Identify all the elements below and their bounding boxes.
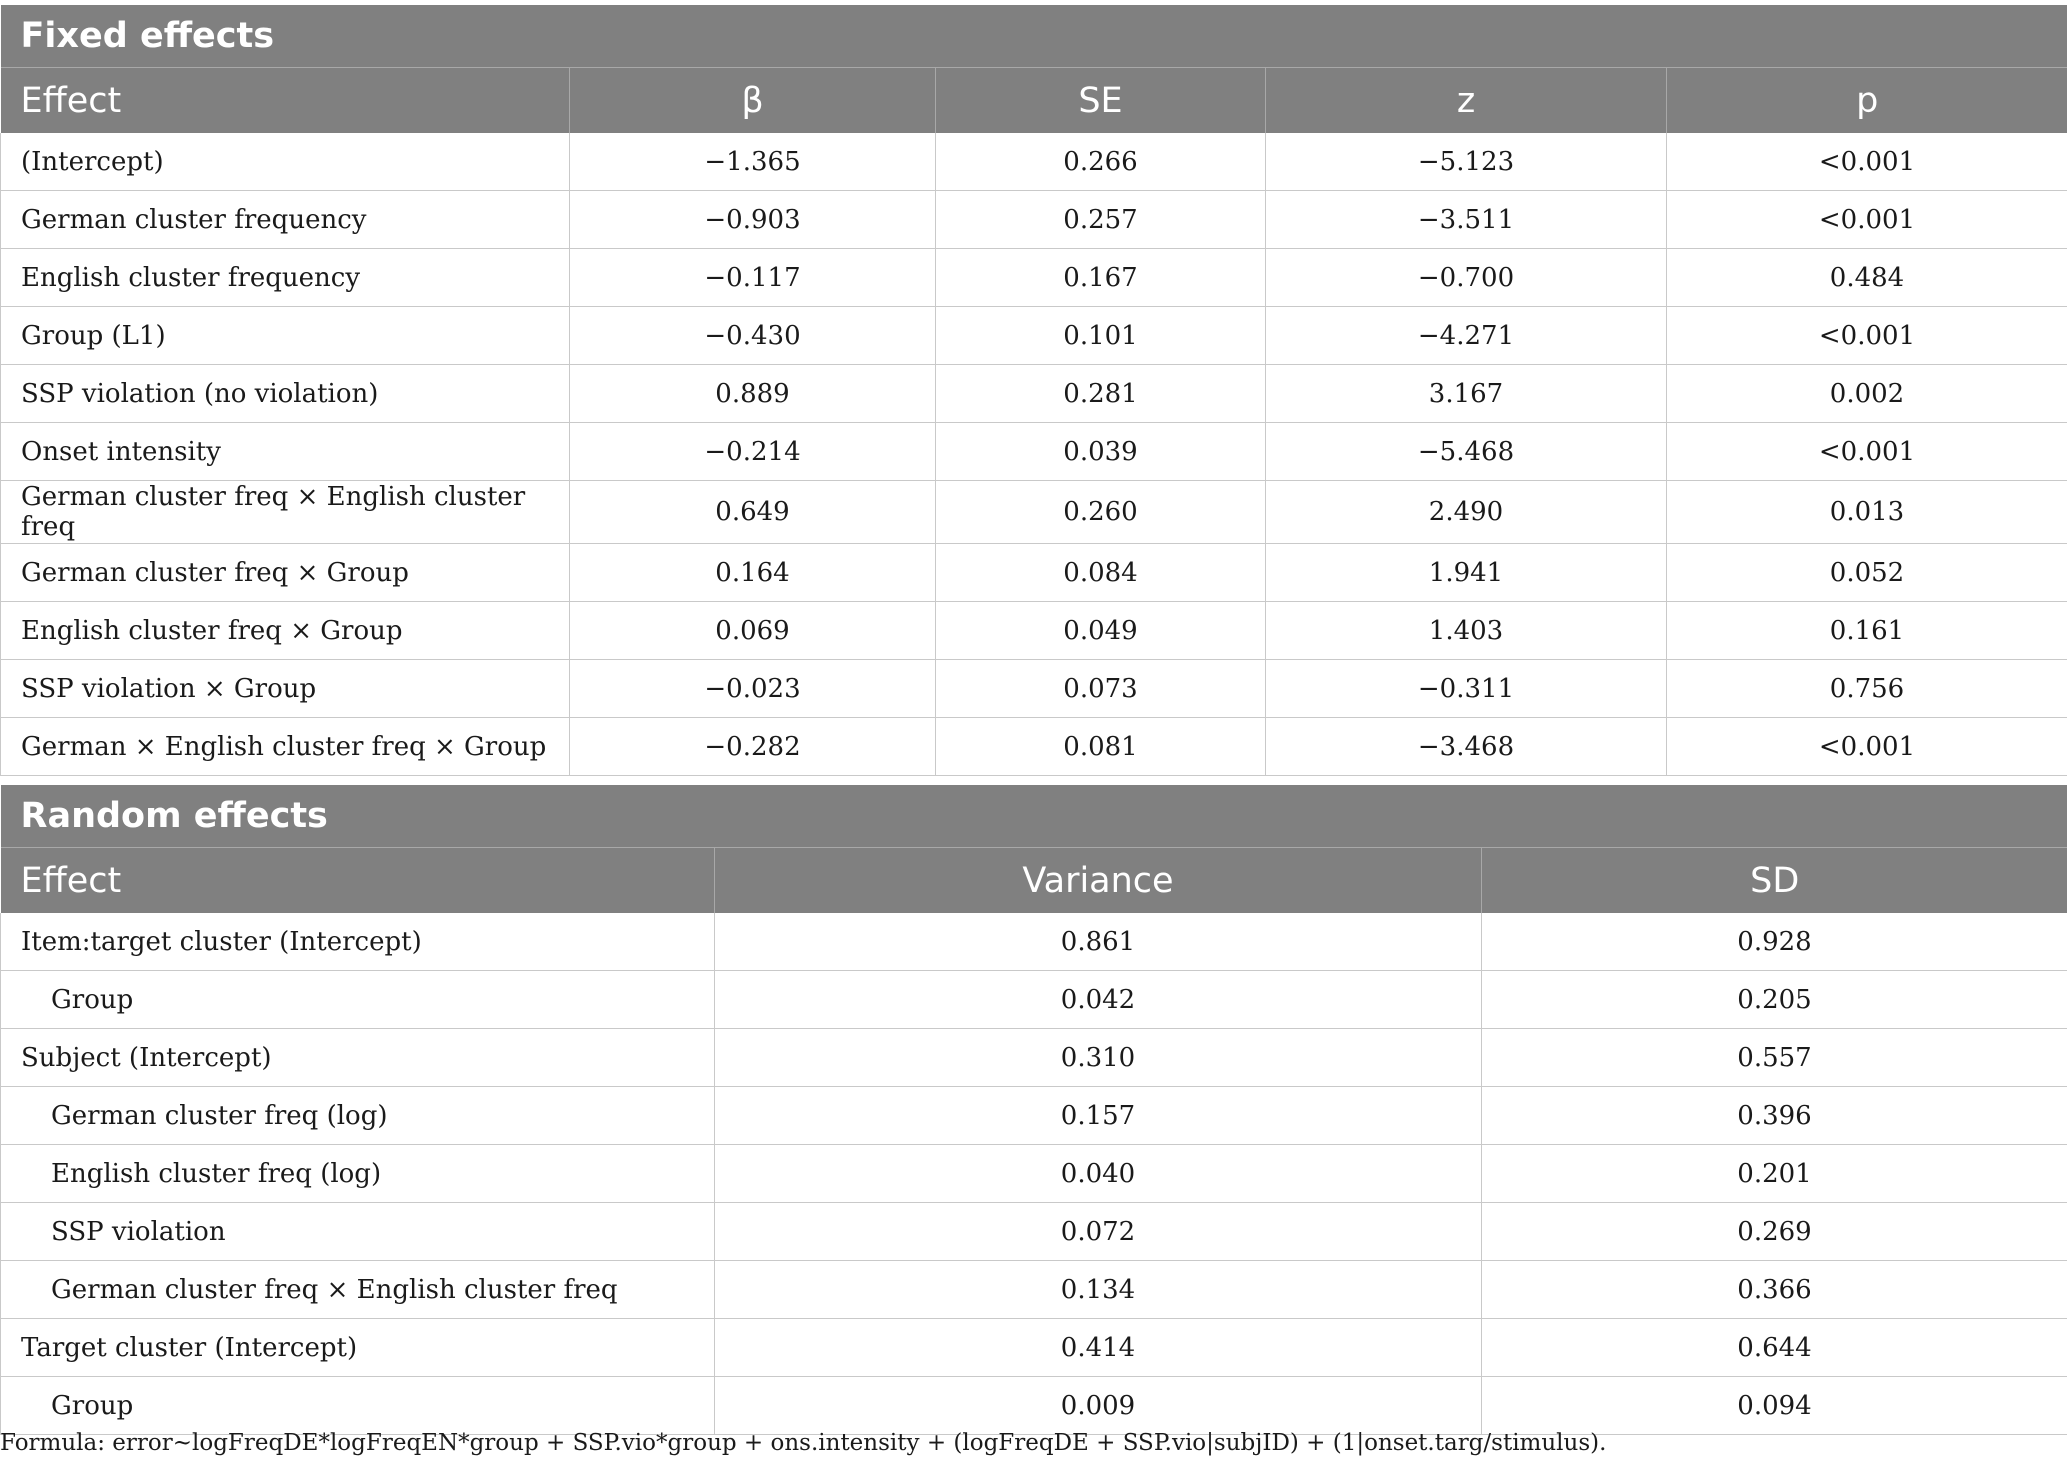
random-effects-table — [0, 785, 2067, 1435]
effect-label: (Intercept) — [1, 133, 570, 191]
effect-label: English cluster freq × Group — [1, 602, 570, 660]
effect-label: German cluster freq × English cluster freq — [1, 481, 570, 544]
table-cell: <0.001 — [1667, 133, 2067, 191]
table-cell: <0.001 — [1667, 718, 2067, 776]
table-cell: 1.941 — [1266, 544, 1667, 602]
table-cell: 0.049 — [936, 602, 1266, 660]
table-row — [1, 365, 2067, 423]
table-cell: −0.023 — [570, 660, 936, 718]
effect-label: Group (L1) — [1, 307, 570, 365]
table-cell: −0.903 — [570, 191, 936, 249]
table-cell: −4.271 — [1266, 307, 1667, 365]
effect-label: German cluster freq × Group — [1, 544, 570, 602]
random-effects-title: Random effects — [1, 785, 2067, 848]
table-row — [1, 249, 2067, 307]
table-cell: 0.081 — [936, 718, 1266, 776]
effect-label: German cluster frequency — [1, 191, 570, 249]
effect-label: Item:target cluster (Intercept) — [1, 913, 715, 971]
table-row — [1, 1145, 2067, 1203]
table-cell: 0.157 — [715, 1087, 1482, 1145]
table-cell: <0.001 — [1667, 423, 2067, 481]
table-cell: 0.366 — [1482, 1261, 2067, 1319]
effect-label: Subject (Intercept) — [1, 1029, 715, 1087]
table-cell: −3.468 — [1266, 718, 1667, 776]
table-cell: 0.861 — [715, 913, 1482, 971]
effect-label: Onset intensity — [1, 423, 570, 481]
table-cell: −0.117 — [570, 249, 936, 307]
table-row — [1, 971, 2067, 1029]
table-row — [1, 660, 2067, 718]
table-row — [1, 423, 2067, 481]
fixed-effects-table — [0, 5, 2067, 776]
table-cell: 0.161 — [1667, 602, 2067, 660]
effect-label: Group — [1, 1377, 715, 1435]
table-cell: 0.094 — [1482, 1377, 2067, 1435]
table-cell: 0.167 — [936, 249, 1266, 307]
table-row — [1, 913, 2067, 971]
effect-label: SSP violation × Group — [1, 660, 570, 718]
table-cell: 0.260 — [936, 481, 1266, 544]
effect-label: German × English cluster freq × Group — [1, 718, 570, 776]
table-cell: −0.311 — [1266, 660, 1667, 718]
table-cell: 0.889 — [570, 365, 936, 423]
table-cell: 0.205 — [1482, 971, 2067, 1029]
table-cell: 0.557 — [1482, 1029, 2067, 1087]
table-cell: 0.101 — [936, 307, 1266, 365]
table-cell: <0.001 — [1667, 191, 2067, 249]
table-cell: −3.511 — [1266, 191, 1667, 249]
table-row — [1, 133, 2067, 191]
column-header-se: SE — [936, 68, 1266, 134]
effect-label: German cluster freq (log) — [1, 1087, 715, 1145]
column-header-z: z — [1266, 68, 1667, 134]
table-row — [1, 1319, 2067, 1377]
table-cell: 0.928 — [1482, 913, 2067, 971]
table-row — [1, 191, 2067, 249]
formula-footnote: Formula: error~logFreqDE*logFreqEN*group + SSP.vio*group + ons.intensity + (logFreqDE + SSP.vio|subjID) + (1|onset.targ/stimulus). — [0, 1430, 1607, 1456]
table-cell: 0.484 — [1667, 249, 2067, 307]
table-cell: 3.167 — [1266, 365, 1667, 423]
column-header-beta: β — [570, 68, 936, 134]
column-header-effect: Effect — [1, 68, 570, 134]
effect-label: English cluster frequency — [1, 249, 570, 307]
table-cell: 0.396 — [1482, 1087, 2067, 1145]
table-cell: 0.052 — [1667, 544, 2067, 602]
table-cell: 0.072 — [715, 1203, 1482, 1261]
fixed-effects-header-row — [1, 68, 2067, 134]
table-cell: 0.281 — [936, 365, 1266, 423]
table-cell: 0.069 — [570, 602, 936, 660]
table-row — [1, 481, 2067, 544]
table-row — [1, 1029, 2067, 1087]
table-cell: 1.403 — [1266, 602, 1667, 660]
table-cell: −0.700 — [1266, 249, 1667, 307]
table-row — [1, 1087, 2067, 1145]
table-cell: 0.644 — [1482, 1319, 2067, 1377]
table-cell: 0.013 — [1667, 481, 2067, 544]
table-cell: −1.365 — [570, 133, 936, 191]
table-cell: 0.042 — [715, 971, 1482, 1029]
table-row — [1, 1377, 2067, 1435]
table-row — [1, 1203, 2067, 1261]
column-header-variance: Variance — [715, 848, 1482, 914]
table-row — [1, 718, 2067, 776]
table-cell: 0.164 — [570, 544, 936, 602]
table-cell: 0.310 — [715, 1029, 1482, 1087]
effect-label: English cluster freq (log) — [1, 1145, 715, 1203]
effect-label: Target cluster (Intercept) — [1, 1319, 715, 1377]
table-cell: 0.009 — [715, 1377, 1482, 1435]
table-cell: −0.214 — [570, 423, 936, 481]
table-cell: 0.201 — [1482, 1145, 2067, 1203]
table-cell: 2.490 — [1266, 481, 1667, 544]
table-cell: 0.039 — [936, 423, 1266, 481]
effect-label: German cluster freq × English cluster freq — [1, 1261, 715, 1319]
table-cell: −0.430 — [570, 307, 936, 365]
table-cell: 0.084 — [936, 544, 1266, 602]
table-cell: −5.123 — [1266, 133, 1667, 191]
table-cell: 0.257 — [936, 191, 1266, 249]
table-cell: −5.468 — [1266, 423, 1667, 481]
table-cell: 0.002 — [1667, 365, 2067, 423]
table-cell: 0.040 — [715, 1145, 1482, 1203]
table-cell: 0.134 — [715, 1261, 1482, 1319]
table-cell: 0.649 — [570, 481, 936, 544]
table-cell: 0.414 — [715, 1319, 1482, 1377]
table-cell: 0.266 — [936, 133, 1266, 191]
column-header-effect: Effect — [1, 848, 715, 914]
table-row — [1, 544, 2067, 602]
effect-label: Group — [1, 971, 715, 1029]
column-header-sd: SD — [1482, 848, 2067, 914]
column-header-p: p — [1667, 68, 2067, 134]
table-row — [1, 1261, 2067, 1319]
table-cell: 0.073 — [936, 660, 1266, 718]
table-cell: 0.269 — [1482, 1203, 2067, 1261]
table-row — [1, 602, 2067, 660]
table-row — [1, 307, 2067, 365]
table-cell: −0.282 — [570, 718, 936, 776]
table-cell: 0.756 — [1667, 660, 2067, 718]
effect-label: SSP violation — [1, 1203, 715, 1261]
random-effects-header-row — [1, 848, 2067, 914]
table-cell: <0.001 — [1667, 307, 2067, 365]
effect-label: SSP violation (no violation) — [1, 365, 570, 423]
fixed-effects-title: Fixed effects — [1, 5, 2067, 68]
